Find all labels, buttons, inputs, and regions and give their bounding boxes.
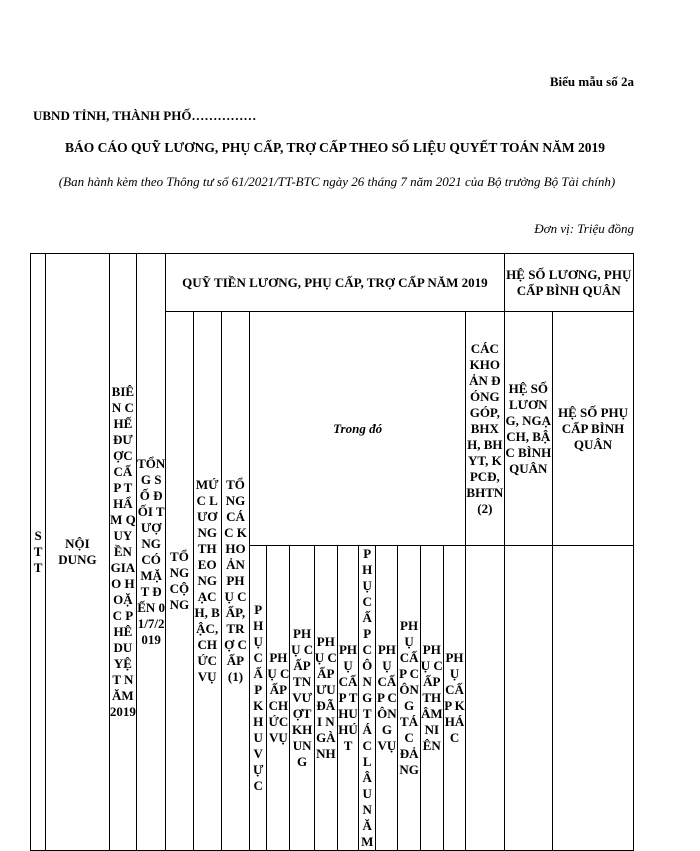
header-sub-position: PHỤ CẤP CHỨC VỤ	[267, 546, 290, 851]
agency-name: UBND TỈNH, THÀNH PHỐ……………	[33, 108, 257, 123]
header-coefficient-group: HỆ SỐ LƯƠNG, PHỤ CẤP BÌNH QUÂN	[504, 254, 633, 312]
report-title: BÁO CÁO QUỸ LƯƠNG, PHỤ CẤP, TRỢ CẤP THEO SỐ LIỆU QUYẾT TOÁN NĂM 2019	[64, 140, 606, 155]
header-salary-level: MỨC LƯƠNG THEO NGẠCH, BẬC, CHỨC VỤ	[193, 312, 221, 851]
header-total: TỔNG CỘNG	[166, 312, 193, 851]
header-coef-allowance: HỆ SỐ PHỤ CẤP BÌNH QUÂN	[553, 312, 634, 546]
header-stt: STT	[31, 254, 46, 851]
header-sub-other: PHỤ CẤP KHÁC	[443, 546, 465, 851]
header-coef-salary: HỆ SỐ LƯƠNG, NGẠCH, BẬC BÌNH QUÂN	[504, 312, 552, 546]
header-total-persons: TỔNG SỐ ĐỐI TƯỢNG CÓ MẶT ĐẾN 01/7/2019	[137, 254, 166, 851]
header-sub-seniority: PHỤ CẤP THÂM NIÊN	[420, 546, 443, 851]
header-empty-cell	[466, 546, 504, 851]
report-table	[30, 253, 634, 851]
header-sub-attraction: PHỤ CẤP THU HÚT	[337, 546, 358, 851]
form-number: Biểu mẫu số 2a	[549, 74, 634, 89]
header-sub-long-service: PHỤ CẤP CÔNG TÁC LÂU NĂM	[359, 546, 376, 851]
header-fund-group: QUỸ TIỀN LƯƠNG, PHỤ CẤP, TRỢ CẤP NĂM 2019	[166, 254, 504, 312]
header-allowances-total: TỔNG CÁC KHOẢN PHỤ CẤP, TRỢ CẤP (1)	[221, 312, 249, 851]
header-sub-public-service: PHỤ CẤP CÔNG VỤ	[376, 546, 398, 851]
header-sub-seniority-exceeding: PHỤ CẤP TNVƯỢT KHUNG	[290, 546, 314, 851]
header-sub-industry-incentive: PHỤ CẤP ƯU ĐÃI NGÀNH	[314, 546, 337, 851]
header-approved-staff: BIÊN CHẾ ĐƯỢC CẤP THẨM QUYỀN GIAO HOẶC PHÊ DUYỆT NĂM 2019	[109, 254, 136, 851]
header-sub-area: PHỤ CẤP KHU VỰC	[250, 546, 267, 851]
report-subtitle: (Ban hành kèm theo Thông tư số 61/2021/TT-BTC ngày 26 tháng 7 năm 2021 của Bộ trưởng Bộ Tài chính)	[58, 174, 616, 189]
header-contributions: CÁC KHOẢN ĐÓNG GÓP, BHXH, BHYT, KPCĐ,BHTN (2)	[466, 312, 504, 546]
header-empty-cell	[553, 546, 634, 851]
currency-unit: Đơn vị: Triệu đồng	[534, 221, 634, 236]
header-empty-cell	[504, 546, 552, 851]
header-sub-party-work: PHỤ CẤP CÔNG TÁC ĐẢNG	[398, 546, 420, 851]
header-of-which: Trong đó	[250, 312, 466, 546]
header-content: NỘI DUNG	[46, 254, 110, 851]
